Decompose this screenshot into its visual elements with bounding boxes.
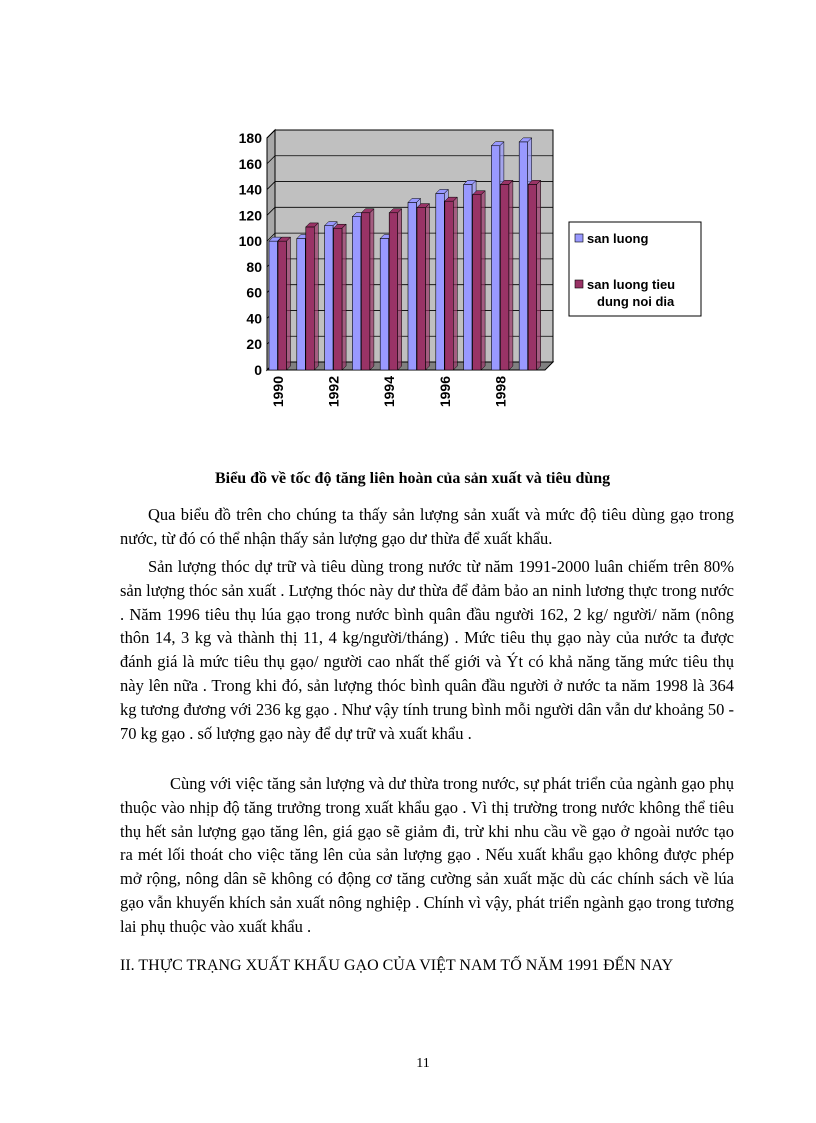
bar-side bbox=[314, 223, 318, 370]
x-tick-label: 1994 bbox=[381, 376, 398, 408]
bar-side bbox=[426, 204, 430, 370]
legend-swatch-tieu-dung bbox=[575, 280, 583, 288]
bar-san-luong bbox=[380, 239, 389, 370]
bar-san-luong bbox=[352, 217, 361, 370]
bar-san-luong bbox=[464, 184, 473, 370]
x-tick-label: 1990 bbox=[270, 376, 286, 408]
bar-side bbox=[287, 237, 291, 370]
y-tick-label: 100 bbox=[238, 233, 262, 250]
bar-tieu-dung bbox=[445, 201, 454, 370]
bar-side bbox=[481, 191, 485, 370]
y-tick-label: 40 bbox=[246, 310, 262, 327]
bar-tieu-dung bbox=[473, 195, 482, 370]
bar-tieu-dung bbox=[528, 184, 537, 370]
bar-tieu-dung bbox=[389, 213, 398, 370]
paragraph-1: Qua biểu đồ trên cho chúng ta thấy sản lượng sản xuất và mức độ tiêu dùng gạo trong nước, từ đó có thể nhận thấy sản lượng gạo dư thừa để xuất khẩu. bbox=[120, 505, 734, 548]
y-tick-label: 160 bbox=[238, 155, 262, 172]
bar-tieu-dung bbox=[500, 184, 509, 370]
bar-san-luong bbox=[436, 193, 445, 370]
bar-side bbox=[342, 224, 346, 370]
bar-tieu-dung bbox=[334, 228, 343, 370]
section-heading: II. THỰC TRẠNG XUẤT KHẨU GẠO CỦA VIỆT NAM TỐ NĂM 1991 ĐẾN NAY bbox=[120, 957, 674, 974]
y-tick-label: 140 bbox=[238, 181, 262, 198]
bar-side bbox=[370, 209, 374, 370]
bar-side bbox=[398, 209, 402, 370]
bar-tieu-dung bbox=[417, 208, 426, 370]
x-tick-label: 1992 bbox=[325, 376, 342, 408]
paragraph-3: Cùng với việc tăng sản lượng và dư thừa trong nước, sự phát triển của ngành gạo phụ thuộc vào nhịp độ tăng trưởng trong xuất khẩu gạo . Vì thị trường trong nước không thể tiêu thụ hết sản lượng gạo tăng lên, giá gạo sẽ giảm đi, trừ khi nhu cầu về gạo ở ngoài nước tạo ra mét lối thoát cho việc tăng lên của sản lượng gạo . Nếu xuất khẩu gạo không được phép mở rộng, nông dân sẽ không có động cơ tăng cường sản xuất mặc dù các chính sách về lúa gạo vẫn khuyến khích sản xuất nông nghiệp . Chính vì vậy, phát triển ngành gạo trong tương lai phụ thuộc vào xuất khẩu . bbox=[120, 774, 734, 936]
y-tick-label: 120 bbox=[238, 207, 262, 224]
y-tick-label: 60 bbox=[246, 284, 262, 301]
bar-san-luong bbox=[519, 142, 528, 370]
legend-label-san-luong: san luong bbox=[587, 231, 649, 246]
bar-side bbox=[509, 180, 513, 370]
chart-caption: Biểu đồ về tốc độ tăng liên hoàn của sản xuất và tiêu dùng bbox=[215, 470, 611, 487]
bar-san-luong bbox=[491, 146, 500, 370]
bar-tieu-dung bbox=[278, 241, 287, 370]
paragraph-2: Sản lượng thóc dự trữ và tiêu dùng trong nước từ năm 1991-2000 luân chiếm trên 80% sản lượng thóc sản xuất . Lượng thóc này dư thừa để đảm bảo an ninh lương thực trong nước . Năm 1996 tiêu thụ lúa gạo trong nước bình quân đầu người 162, 2 kg/ người/ năm (nông thôn 14, 3 kg và thành thị 11, 4 kg/người/tháng) . Mức tiêu thụ gạo này của nước ta được đánh giá là mức tiêu thụ gạo/ người cao nhất thế giới và Ýt có khả năng tăng mức tiêu thụ này lên nữa . Trong khi đó, sản lượng thóc bình quân đầu người ở nước ta năm 1998 là 364 kg tương đương với 236 kg gạo . Như vậy tính trung bình mỗi người dân vẫn dư khoảng 50 - 70 kg gạo . số lượng gạo này để dự trữ và xuất khẩu . bbox=[120, 557, 734, 743]
legend-label-tieu-dung: san luong tieu dung noi dia bbox=[587, 277, 676, 309]
y-tick-label: 0 bbox=[254, 362, 262, 378]
bar-san-luong bbox=[297, 239, 306, 370]
bar-side bbox=[453, 197, 457, 370]
bar-tieu-dung bbox=[361, 213, 370, 370]
page-number: 11 bbox=[416, 1056, 430, 1071]
bar-san-luong bbox=[325, 226, 334, 370]
y-tick-label: 80 bbox=[246, 258, 262, 275]
bar-san-luong bbox=[408, 202, 417, 370]
x-tick-label: 1996 bbox=[436, 376, 453, 408]
y-tick-label: 180 bbox=[238, 130, 262, 146]
y-tick-label: 20 bbox=[246, 336, 262, 353]
x-tick-label: 1998 bbox=[492, 376, 509, 408]
bar-san-luong bbox=[269, 241, 278, 370]
bar-chart bbox=[220, 122, 710, 422]
legend-swatch-san-luong bbox=[575, 234, 583, 242]
bar-side bbox=[537, 180, 541, 370]
bar-tieu-dung bbox=[306, 227, 315, 370]
